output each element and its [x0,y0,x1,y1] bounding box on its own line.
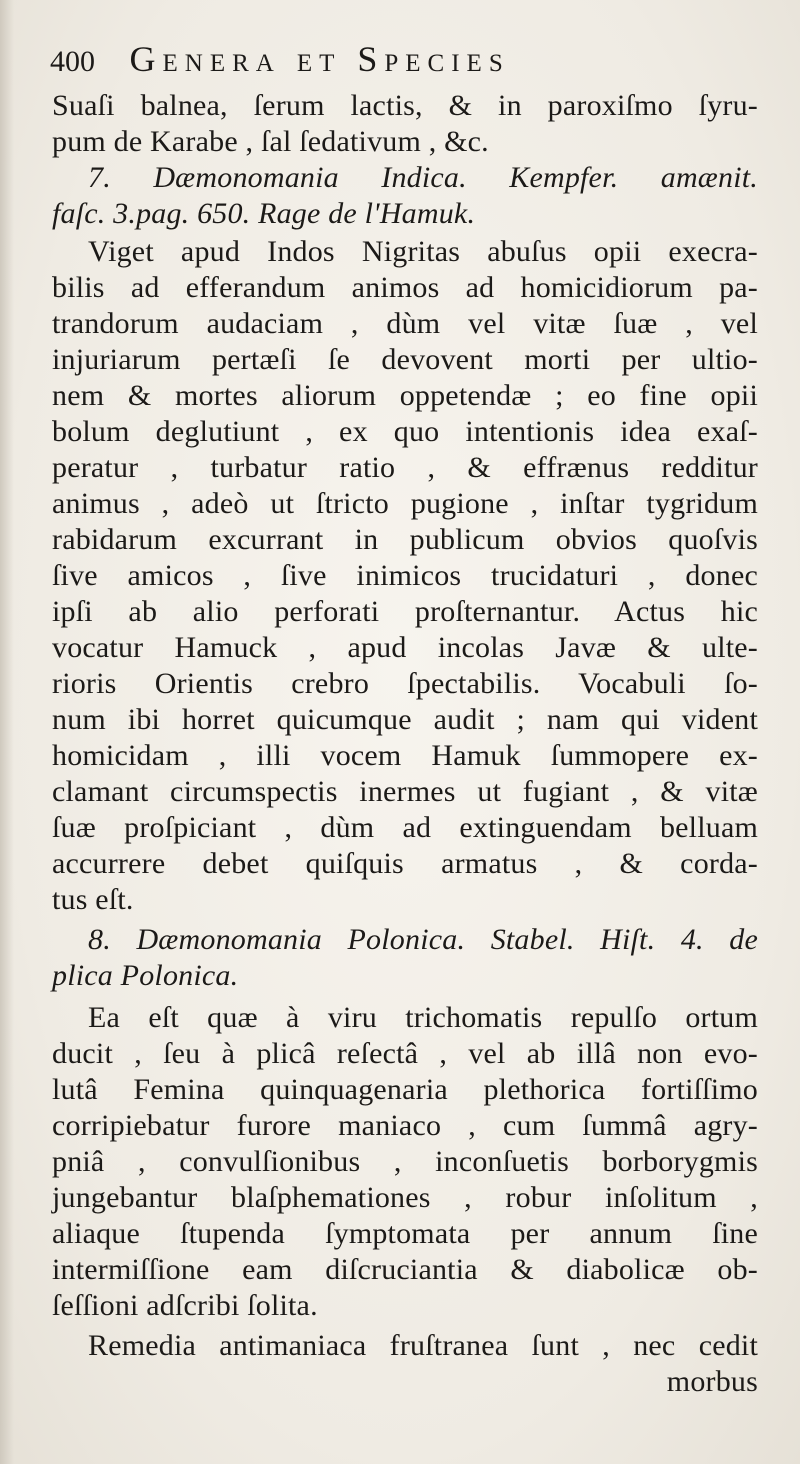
running-head [50,38,640,83]
text-line: nem & mortes aliorum oppetendæ ; eo fine opii [52,379,758,412]
text-line: Viget apud Indos Nigritas abuſus opii execra- [88,235,758,268]
text-line: Suaſi balnea, ſerum lactis, & in paroxiſmo ſyru- [52,89,758,122]
text-line: accurrere debet quiſquis armatus , & corda- [52,847,758,880]
text-line: num ibi horret quicumque audit ; nam qui vident [52,703,758,736]
catchword: morbus [666,1365,758,1398]
text-line: ſeſſioni adſcribi ſolita. [52,1289,318,1322]
text-line: bolum deglutiunt , ex quo intentionis idea exaſ- [52,415,758,448]
text-line: trandorum audaciam , dùm vel vitæ ſuæ , vel [52,307,758,340]
section-heading-citation: faſc. 3.pag. 650. Rage de l'Hamuk. [52,197,476,230]
running-title: Genera et Species [129,39,510,79]
text-line: ſive amicos , ſive inimicos trucidaturi , donec [52,559,758,592]
section-heading-citation: plica Polonica. [52,959,239,992]
text-line: ipſi ab alio perforati proſternantur. Actus hic [52,595,758,628]
text-line: rabidarum excurrant in publicum obvios quoſvis [52,523,758,556]
text-line: intermiſſione eam diſcruciantia & diabolicæ ob- [52,1253,758,1286]
text-line: injuriarum pertæſi ſe devovent morti per ultio- [52,343,758,376]
text-line: tus eſt. [52,883,134,916]
text-line: homicidam , illi vocem Hamuk ſummopere ex- [52,739,758,772]
page-gutter-shadow [0,0,14,1464]
text-line: Ea eſt quæ à viru trichomatis repulſo ortum [88,1001,758,1034]
text-line: animus , adeò ut ſtricto pugione , inſtar tygridum [52,487,758,520]
text-line: ſuæ proſpiciant , dùm ad extinguendam belluam [52,811,758,844]
text-line: vocatur Hamuck , apud incolas Javæ & ulte- [52,631,758,664]
text-line: lutâ Femina quinquagenaria plethorica fortiſſimo [52,1073,758,1106]
text-line: rioris Orientis crebro ſpectabilis. Vocabuli ſo- [52,667,758,700]
section-heading: 8. Dæmonomania Polonica. Stabel. Hiſt. 4. de [88,923,758,956]
page-number: 400 [50,45,95,78]
text-line: aliaque ſtupenda ſymptomata per annum ſine [52,1217,758,1250]
text-line: clamant circumspectis inermes ut fugiant , & vitæ [52,775,758,808]
text-line: bilis ad efferandum animos ad homicidiorum pa- [52,271,758,304]
text-line: pum de Karabe , ſal ſedativum , &c. [52,125,489,158]
text-line: ducit , ſeu à plicâ reſectâ , vel ab illâ non evo- [52,1037,758,1070]
text-line: corripiebatur furore maniaco , cum ſummâ agry- [52,1109,758,1142]
text-line: pniâ , convulſionibus , inconſuetis borborygmis [52,1145,758,1178]
text-line: peratur , turbatur ratio , & effrænus redditur [52,451,758,484]
text-line: jungebantur blaſphemationes , robur inſolitum , [52,1181,758,1214]
section-heading: 7. Dæmonomania Indica. Kempfer. amænit. [88,161,758,194]
text-line: Remedia antimaniaca fruſtranea ſunt , nec cedit [88,1329,758,1362]
